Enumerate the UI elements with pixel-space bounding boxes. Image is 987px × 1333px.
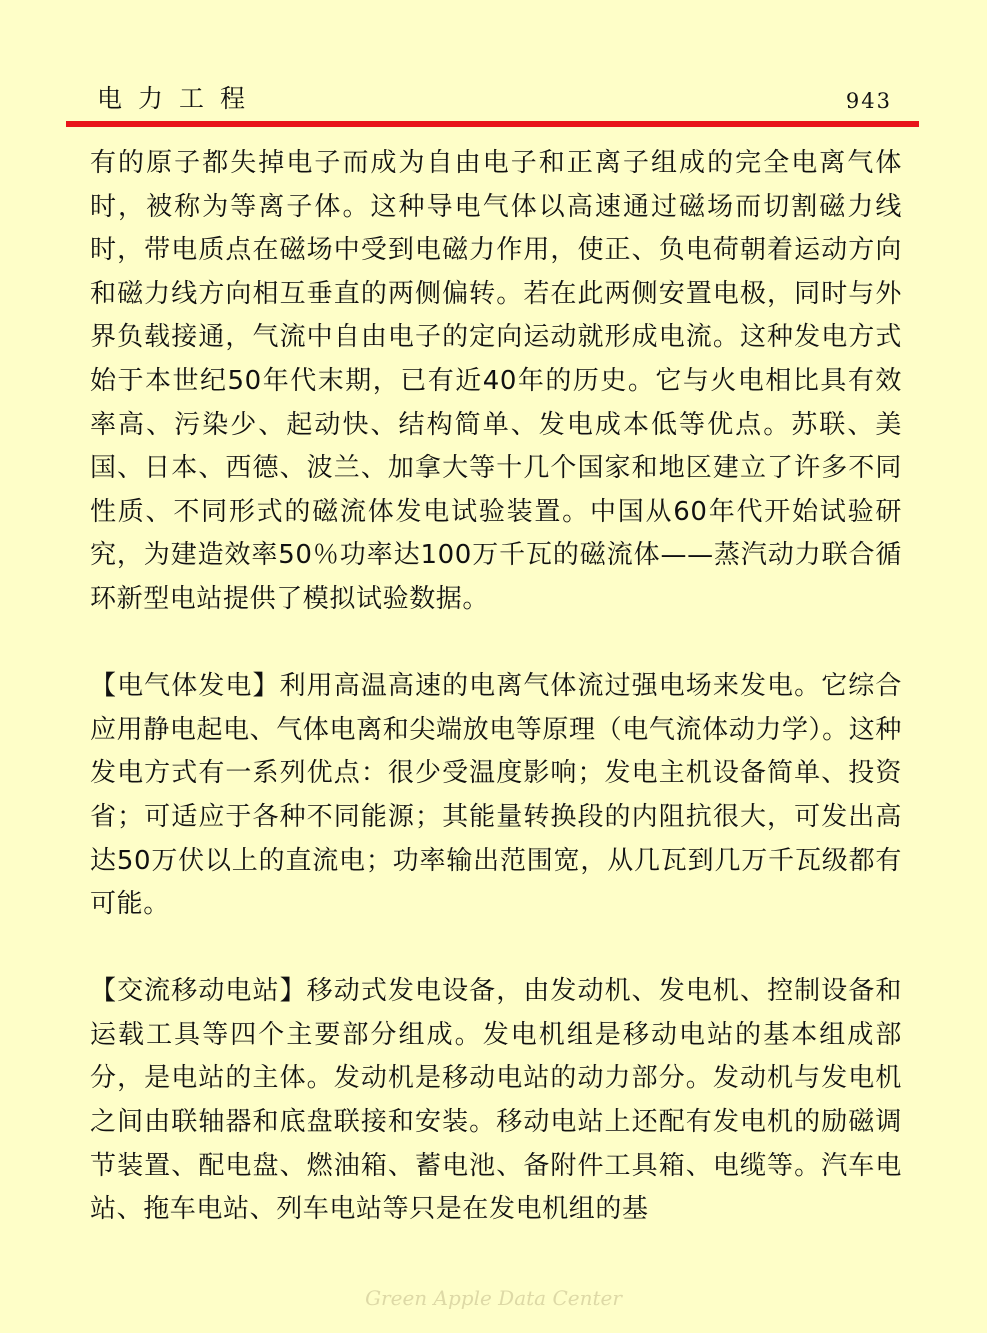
paragraph-plasma-continued xyxy=(90,142,902,622)
watermark: Green Apple Data Center xyxy=(365,1286,622,1310)
entry-heading: 【交流移动电站】 xyxy=(90,976,307,1007)
paragraph-text: 移动式发电设备，由发动机、发电机、控制设备和运载工具等四个主要部分组成。发电机组是移动电站的基本组成部分，是电站的主体。发动机是移动电站的动力部分。发动机与发电机之间由联轴器和底盘联接和安装。移动电站上还配有发电机的励磁调节装置、配电盘、燃油箱、蓄电池、备附件工具箱、电缆等。汽车电站、拖车电站、列车电站等只是在发电机组的基 xyxy=(90,976,902,1225)
page-number: 943 xyxy=(845,89,892,113)
header-rule xyxy=(66,121,919,127)
paragraph-ac-mobile-station xyxy=(90,970,902,1232)
running-header-title: 电力工程 xyxy=(97,84,262,113)
paragraph-electrogas-generation xyxy=(90,665,902,927)
paragraph-text: 利用高温高速的电离气体流过强电场来发电。它综合应用静电起电、气体电离和尖端放电等原理（电气流体动力学）。这种发电方式有一系列优点：很少受温度影响；发电主机设备简单、投资省；可适应于各种不同能源；其能量转换段的内阻抗很大，可发出高达50万伏以上的直流电；功率输出范围宽，从几瓦到几万千瓦级都有可能。 xyxy=(90,671,902,920)
body-text xyxy=(90,142,902,1232)
entry-heading: 【电气体发电】 xyxy=(90,671,280,702)
paragraph-text: 有的原子都失掉电子而成为自由电子和正离子组成的完全电离气体时，被称为等离子体。这种导电气体以高速通过磁场而切割磁力线时，带电质点在磁场中受到电磁力作用，使正、负电荷朝着运动方向和磁力线方向相互垂直的两侧偏转。若在此两侧安置电极，同时与外界负载接通，气流中自由电子的定向运动就形成电流。这种发电方式始于本世纪50年代末期，已有近40年的历史。它与火电相比具有效率高、污染少、起动快、结构简单、发电成本低等优点。苏联、美国、日本、西德、波兰、加拿大等十几个国家和地区建立了许多不同性质、不同形式的磁流体发电试验装置。中国从60年代开始试验研究，为建造效率50％功率达100万千瓦的磁流体——蒸汽动力联合循环新型电站提供了模拟试验数据。 xyxy=(90,148,902,614)
